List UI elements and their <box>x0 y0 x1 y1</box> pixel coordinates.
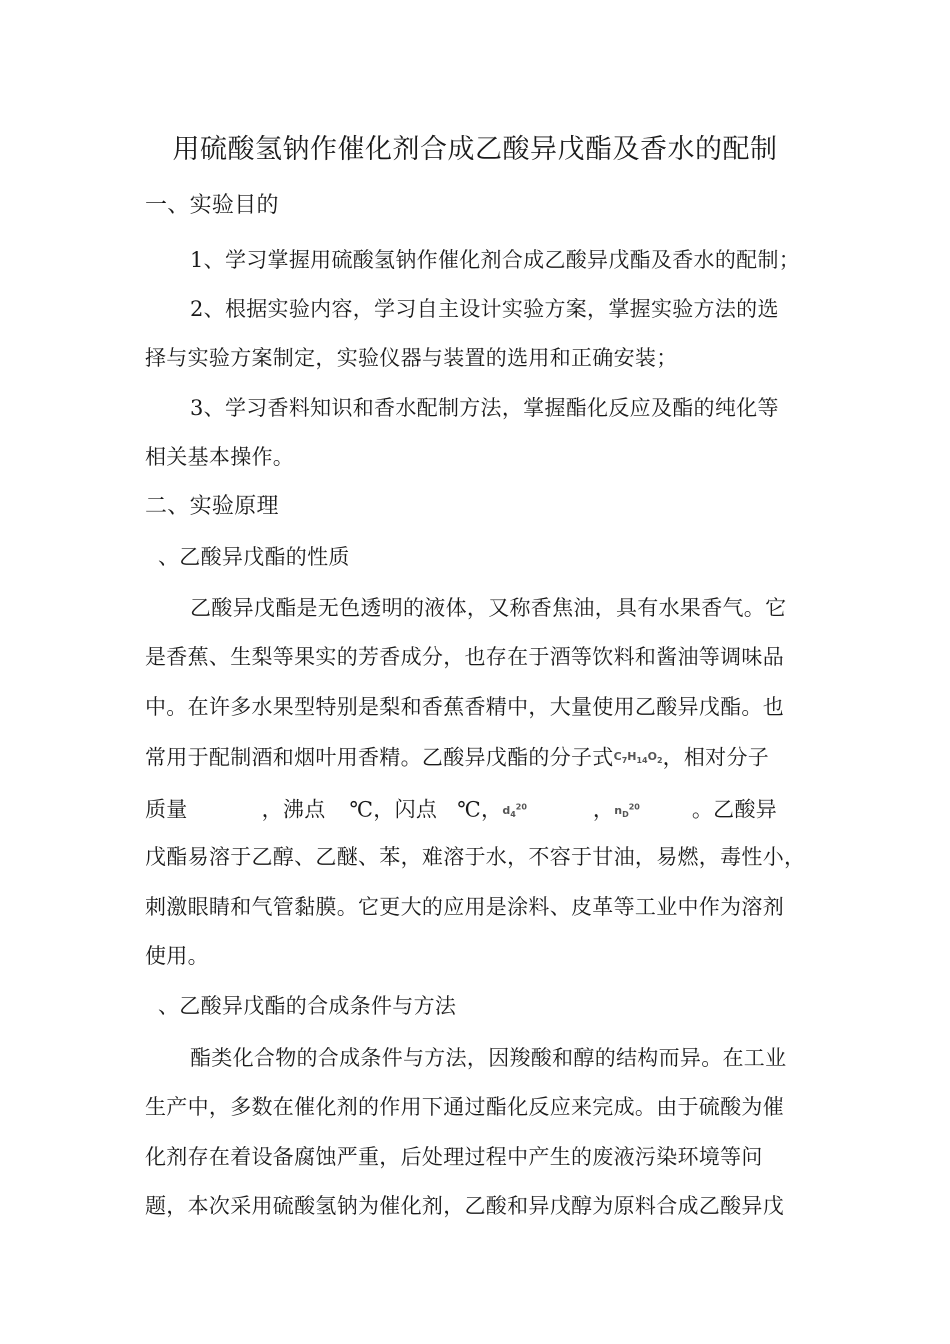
paragraph-1-line-7: 刺激眼睛和气管黏膜。它更大的应用是涂料、皮革等工业中作为溶剂 <box>145 895 784 919</box>
formula-lead-text: 常用于配制酒和烟叶用香精。乙酸异戊酯的分子式 <box>145 745 614 770</box>
subsection-synthesis: 、乙酸异戊酯的合成条件与方法 <box>158 994 457 1018</box>
section-heading-principle: 二、实验原理 <box>145 494 279 519</box>
document-title: 用硫酸氢钠作催化剂合成乙酸异戊酯及香水的配制 <box>172 134 778 165</box>
section-heading-objectives: 一、实验目的 <box>145 193 279 218</box>
paragraph-2-line-3: 化剂存在着设备腐蚀严重，后处理过程中产生的废液污染环境等问 <box>145 1145 763 1169</box>
paragraph-1-line-2: 是香蕉、生梨等果实的芳香成分，也存在于酒等饮料和酱油等调味品 <box>145 645 784 669</box>
paragraph-2-line-1: 酯类化合物的合成条件与方法，因羧酸和醇的结构而异。在工业 <box>190 1046 787 1070</box>
objective-1: 1、学习掌握用硫酸氢钠作催化剂合成乙酸异戊酯及香水的配制； <box>190 248 801 272</box>
objective-3-line-2: 相关基本操作。 <box>145 445 295 469</box>
paragraph-1-line-3: 中。在许多水果型特别是梨和香蕉香精中，大量使用乙酸异戊酯。也 <box>145 695 784 719</box>
paragraph-1-line-5: 质量 ，沸点 ℃，闪点 ℃，$d_4^{20}$ ，$n_D^{20}$ 。乙酸异 <box>145 797 778 822</box>
refractive-index-symbol: $n_D^{20}$ <box>614 802 640 819</box>
subsection-properties: 、乙酸异戊酯的性质 <box>158 545 350 569</box>
objective-2-line-1: 2、根据实验内容，学习自主设计实验方案，掌握实验方法的选 <box>190 297 779 321</box>
paragraph-2-line-4: 题，本次采用硫酸氢钠为催化剂，乙酸和异戊醇为原料合成乙酸异戊 <box>145 1194 784 1218</box>
molecular-formula: $C_7H_{14}O_2$ <box>613 750 663 766</box>
paragraph-1-line-8: 使用。 <box>145 944 209 968</box>
paragraph-1-line-4 <box>145 737 769 781</box>
formula-trail-text: ，相对分子 <box>662 745 770 770</box>
paragraph-1-line-6: 戊酯易溶于乙醇、乙醚、苯，难溶于水，不容于甘油，易燃，毒性小， <box>145 845 806 869</box>
objective-3-line-1: 3、学习香料知识和香水配制方法，掌握酯化反应及酯的纯化等 <box>190 396 779 420</box>
objective-2-line-2: 择与实验方案制定，实验仪器与装置的选用和正确安装； <box>145 346 678 370</box>
density-symbol: $d_4^{20}$ <box>502 802 527 819</box>
paragraph-1-line-1: 乙酸异戊酯是无色透明的液体，又称香焦油，具有水果香气。它 <box>190 596 787 620</box>
paragraph-2-line-2: 生产中，多数在催化剂的作用下通过酯化反应来完成。由于硫酸为催 <box>145 1095 784 1119</box>
